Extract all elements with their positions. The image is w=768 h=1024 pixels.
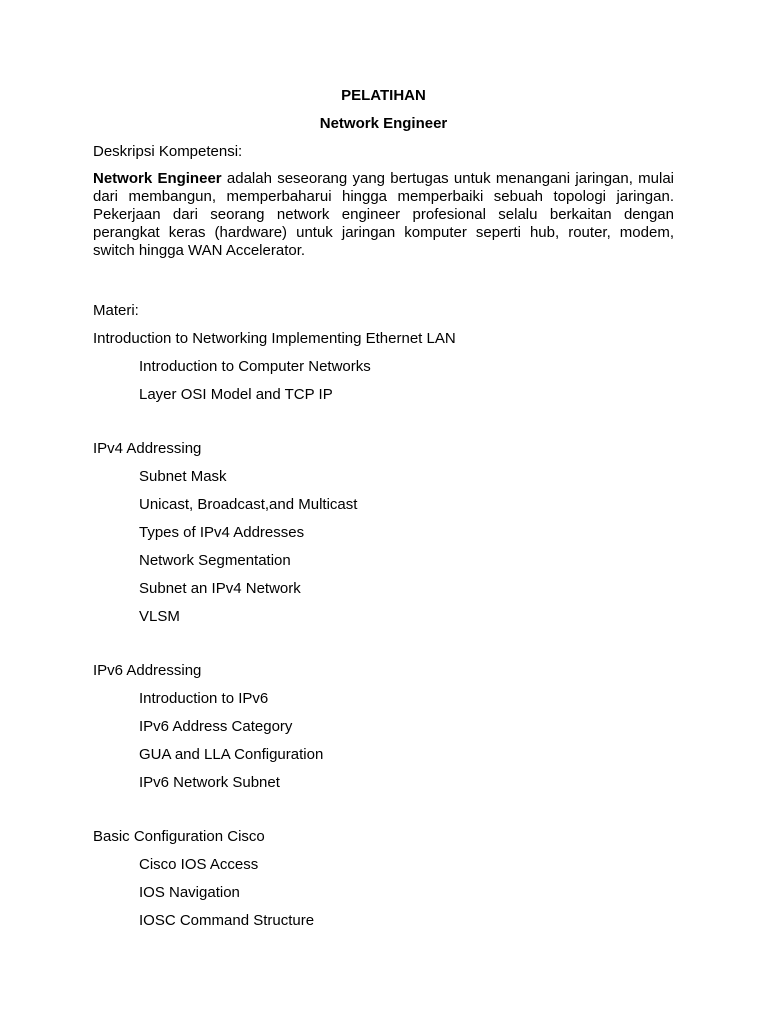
document-subtitle: Network Engineer [319,115,448,132]
section-gap [93,793,674,827]
section-title: Introduction to Networking Implementing Ethernet LAN [93,330,456,347]
section-item: Network Segmentation [139,552,291,569]
section-item: VLSM [139,608,180,625]
section-title: IPv4 Addressing [93,440,202,457]
materi-section [93,329,674,405]
materi-section [93,827,674,931]
section-item: GUA and LLA Configuration [139,746,324,763]
section-gap [93,627,674,661]
section-item: Unicast, Broadcast,and Multicast [139,496,358,513]
section-item: Cisco IOS Access [139,856,259,873]
materi-label: Materi: [93,302,139,319]
section-item: Introduction to Computer Networks [139,358,371,375]
materi-section [93,439,674,627]
section-item: IPv6 Network Subnet [139,774,280,791]
description-paragraph [93,170,674,260]
section-item: Subnet Mask [139,468,227,485]
section-item: Layer OSI Model and TCP IP [139,386,333,403]
description-bold-term: Network Engineer [93,170,222,187]
document-page [93,86,674,931]
materi-sections [93,329,674,931]
document-title: PELATIHAN [341,87,426,104]
section-item: IPv6 Address Category [139,718,293,735]
section-title: IPv6 Addressing [93,662,202,679]
description-label: Deskripsi Kompetensi: [93,143,243,160]
description-text: adalah seseorang yang bertugas untuk menangani jaringan, mulai dari membangun, memperbaharui hingga memperbaiki sebuah topologi jaringan. Pekerjaan dari seorang network engineer profesional selalu berkaitan dengan perangkat keras (hardware) untuk jaringan komputer seperti hub, router, modem, switch hingga WAN Accelerator. [93,170,674,259]
section-item: Types of IPv4 Addresses [139,524,305,541]
section-item: Introduction to IPv6 [139,690,269,707]
materi-section [93,661,674,793]
section-title: Basic Configuration Cisco [93,828,265,845]
section-gap [93,405,674,439]
section-item: Subnet an IPv4 Network [139,580,301,597]
section-item: IOSC Command Structure [139,912,315,929]
section-item: IOS Navigation [139,884,240,901]
